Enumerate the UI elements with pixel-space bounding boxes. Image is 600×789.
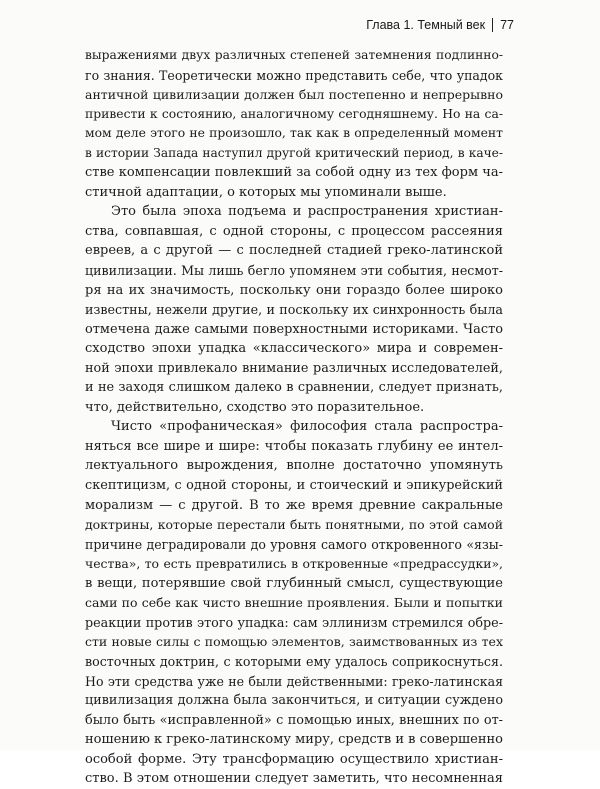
text-line: цивилизация должна была закончиться, и ситуации суждено xyxy=(85,693,503,709)
text-line: чества», то есть превратились в откровенные «предрассудки», xyxy=(85,556,503,572)
text-line: стве компенсации повлекший за собой одну из тех форм ча- xyxy=(85,165,503,181)
text-line: восточных доктрин, с которыми ему удалось соприкоснуться. xyxy=(85,653,503,669)
text-line: Чисто «профаническая» философия стала распростра- xyxy=(111,419,503,435)
text-line: доктрины, которые перестали быть понятными, по этой самой xyxy=(85,517,503,533)
text-line: го знания. Теоретически можно представить себе, что упадок xyxy=(85,67,503,83)
text-line: Это была эпоха подъема и распространения христиан- xyxy=(111,204,503,220)
paragraph-3 xyxy=(85,417,503,788)
text-line: евреев, а с другой — с последней стадией греко-латинской xyxy=(85,243,503,259)
text-line: ношению к греко-латинскому миру, средств и в совершенно xyxy=(85,732,503,748)
text-line: известны, нежели другие, и поскольку их синхронность была xyxy=(85,302,503,318)
text-line: что, действительно, сходство это поразительное. xyxy=(85,399,425,415)
paragraph-1 xyxy=(85,46,503,202)
text-line: причине деградировали до уровня самого откровенного «язы- xyxy=(85,536,503,552)
text-line: в вещи, потерявшие свой глубинный смысл, существующие xyxy=(85,575,503,591)
body-text xyxy=(85,46,503,789)
page-number: 77 xyxy=(500,18,514,32)
text-line: античной цивилизации должен был постепенно и непрерывно xyxy=(85,87,503,103)
text-line: ной эпохи привлекало внимание различных исследователей, xyxy=(85,360,503,376)
text-line: няться все шире и шире: чтобы показать глубину ее интел- xyxy=(85,438,503,454)
text-line: цивилизации. Мы лишь бегло упомянем эти события, несмот- xyxy=(85,263,503,279)
text-line: сходство эпохи упадка «классического» мира и современ- xyxy=(85,341,503,357)
text-line: в истории Запада наступил другой критический период, в каче- xyxy=(85,145,503,160)
header-divider xyxy=(492,18,493,32)
text-line: было быть «исправленной» с помощью иных, внешних по от- xyxy=(85,712,503,728)
text-line: ства, совпавшая, с одной стороны, с процессом рассеяния xyxy=(85,223,503,239)
text-line: скептицизм, с одной стороны, и стоический и эпикурейский xyxy=(85,478,503,494)
text-line: стичной адаптации, о которых мы упоминали выше. xyxy=(85,184,447,200)
text-line: сти новые силы с помощью элементов, заимствованных из тех xyxy=(85,634,503,650)
text-line: привести к состоянию, аналогичному сегодняшнему. Но на са- xyxy=(85,106,503,121)
running-head xyxy=(366,18,514,32)
text-line: реакции против этого упадка: сам эллинизм стремился обре- xyxy=(85,614,503,630)
text-line: особой форме. Эту трансформацию осуществило христиан- xyxy=(85,751,503,767)
text-line: ство. В этом отношении следует заметить, что несомненная xyxy=(85,771,503,787)
text-line: Но эти средства уже не были действенными: греко-латинская xyxy=(85,673,503,689)
text-line: сами по себе как чисто внешние проявления. Были и попытки xyxy=(85,595,503,611)
paragraph-2 xyxy=(85,202,503,417)
text-line: лектуального вырождения, вполне достаточно упомянуть xyxy=(85,458,503,474)
text-line: и не заходя слишком далеко в сравнении, следует признать, xyxy=(85,380,503,396)
text-line: морализм — с другой. В то же время древние сакральные xyxy=(85,497,503,513)
text-line: ря на их значимость, поскольку они гораздо более широко xyxy=(85,282,503,298)
text-line: выражениями двух различных степеней затемнения подлинно- xyxy=(85,48,503,62)
text-line: отмечена даже самыми поверхностными историками. Часто xyxy=(85,321,503,337)
text-line: мом деле этого не произошло, так как в определенный момент xyxy=(85,126,503,141)
chapter-title: Глава 1. Темный век xyxy=(366,18,486,32)
